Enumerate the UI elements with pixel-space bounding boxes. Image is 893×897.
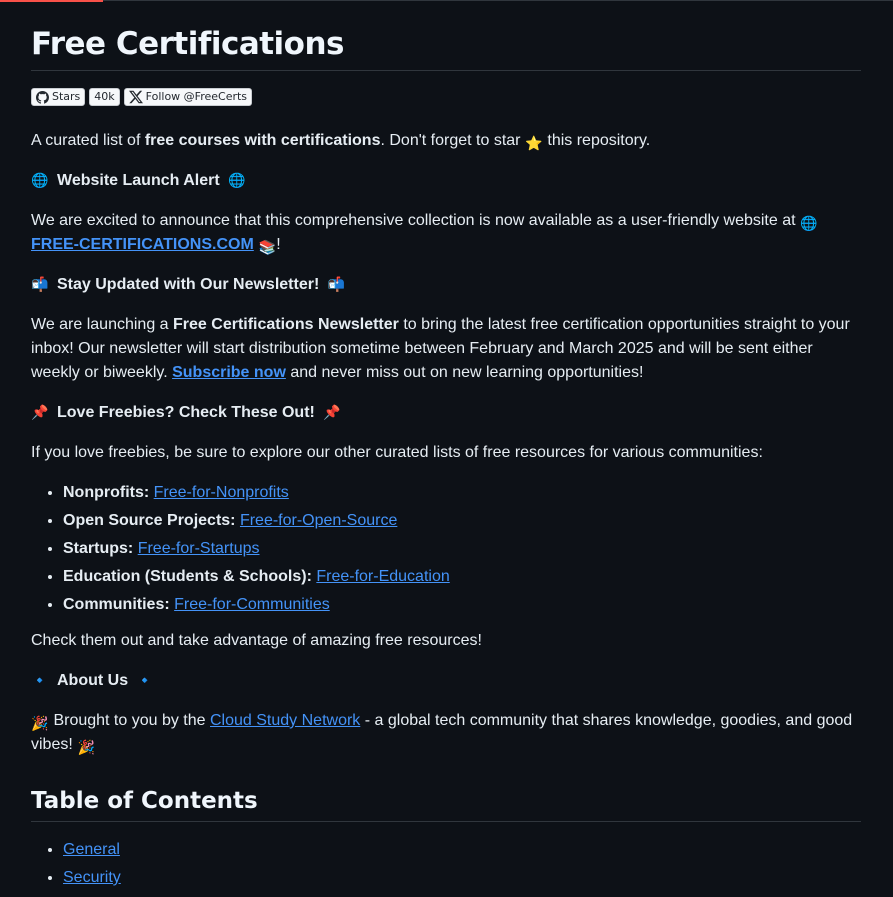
about-text-end: - a global tech community that shares knowledge, goodies, and good vibes! [31,712,853,753]
page-title: Free Certifications [31,0,861,71]
x-follow-badge[interactable] [124,88,252,106]
pushpin-icon: 📌 [31,405,49,421]
intro-bold: free courses with certifications [144,132,381,149]
website-link[interactable]: FREE-CERTIFICATIONS.COM [31,236,254,253]
list-item [63,565,861,589]
list-item-label: Communities: [63,596,170,613]
stars-label: Stars [52,90,81,103]
follow-label: Follow @FreeCerts [145,90,248,103]
toc-link-general[interactable]: General [63,841,120,858]
books-icon: 📚 [258,240,276,256]
launch-end: ! [276,236,281,253]
readme-content [31,0,861,894]
launch-heading [31,169,861,193]
globe-icon: 🌐 [227,173,246,189]
stars-count-badge[interactable] [89,88,119,106]
cloud-study-network-link[interactable]: Cloud Study Network [210,712,361,729]
launch-text: We are excited to announce that this comprehensive collection is now available as a user-friendly website at [31,212,801,229]
newsletter-paragraph [31,313,861,385]
newsletter-heading-text: Stay Updated with Our Newsletter! [57,276,320,293]
party-popper-icon: 🎉 [77,740,95,756]
intro-text-end: this repository. [542,132,651,149]
github-stars-badge[interactable] [31,88,85,106]
freebies-intro: If you love freebies, be sure to explore our other curated lists of free resources for various communities: [31,444,763,461]
list-item-label: Open Source Projects: [63,512,236,529]
freebies-outro: Check them out and take advantage of amazing free resources! [31,632,482,649]
list-item-label: Education (Students & Schools): [63,568,312,585]
newsletter-text-end: and never miss out on new learning opportunities! [285,364,644,381]
toc-list [31,838,861,890]
list-item-link[interactable]: Free-for-Open-Source [239,512,398,529]
list-item-link[interactable]: Free-for-Communities [174,596,330,613]
intro-text-mid: . Don't forget to star [380,132,525,149]
github-icon [36,91,49,104]
list-item-label: Startups: [63,540,134,557]
list-item-link[interactable]: Free-for-Nonprofits [153,484,289,501]
about-heading-text: About Us [57,672,129,689]
toc-item [63,866,861,890]
newsletter-text-start: We are launching a [31,316,174,333]
globe-icon: 🌐 [31,173,49,189]
badge-row [31,87,861,107]
party-popper-icon: 🎉 [31,716,49,732]
newsletter-heading [31,273,861,297]
about-text-start: Brought to you by the [49,712,210,729]
toc-heading: Table of Contents [31,785,861,822]
list-item-link[interactable]: Free-for-Startups [137,540,260,557]
toc-link-security[interactable]: Security [63,869,121,886]
intro-text-start: A curated list of [31,132,145,149]
mailbox-icon: 📬 [31,277,49,293]
list-item [63,537,861,561]
mailbox-icon: 📬 [327,277,345,293]
list-item [63,593,861,617]
stars-count: 40k [94,90,115,103]
freebies-heading [31,401,861,425]
newsletter-text-mid: to bring the latest free certification opportunities straight to your inbox! Our newsletter will start distribution sometime between February and March 2025 and will be sent either weekly or biweekly. [31,316,850,381]
launch-paragraph [31,209,861,257]
freebies-heading-text: Love Freebies? Check These Out! [57,404,315,421]
about-heading [31,669,861,693]
x-logo-icon [129,90,143,104]
newsletter-bold: Free Certifications Newsletter [173,316,399,333]
pushpin-icon: 📌 [323,405,341,421]
star-icon: ⭐ [525,136,543,152]
list-item [63,481,861,505]
subscribe-link[interactable]: Subscribe now [172,364,286,381]
freebies-list [31,481,861,617]
globe-icon: 🌐 [800,216,818,232]
list-item-label: Nonprofits: [63,484,150,501]
launch-heading-text: Website Launch Alert [57,172,220,189]
list-item-link[interactable]: Free-for-Education [316,568,450,585]
toc-item [63,838,861,862]
about-paragraph [31,709,861,757]
intro-paragraph [31,129,861,153]
blue-diamond-icon: 🔹 [31,673,49,689]
list-item [63,509,861,533]
blue-diamond-icon: 🔹 [136,673,154,689]
